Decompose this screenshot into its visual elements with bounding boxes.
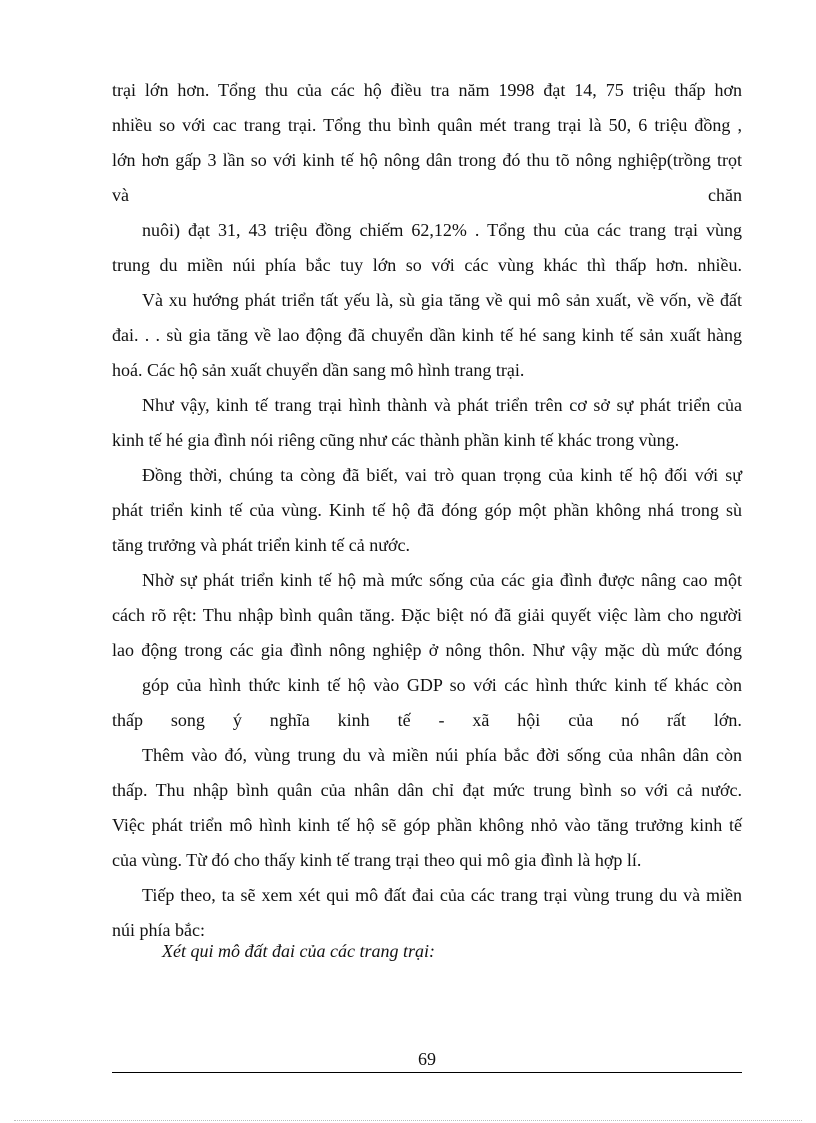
paragraph-first-line: Tiếp theo, ta sẽ xem xét qui mô đất đai của các trang trại vùng trung du và miền [142, 885, 742, 905]
page-number: 69 [418, 1049, 436, 1069]
text-line: kinh tế hé gia đình nói riêng cũng như các thành phần kinh tế khác trong vùng. [112, 430, 680, 450]
section-subheading: Xét qui mô đất đai của các trang trại: [162, 941, 435, 961]
text-line: tăng trưởng và phát triển kinh tế cả nước. [112, 535, 410, 555]
spread-word: lớn. [713, 710, 742, 730]
spread-word: của [568, 710, 594, 730]
spread-word: kinh [337, 710, 370, 730]
paragraph-first-line: Như vậy, kinh tế trang trại hình thành và phát triển trên cơ sở sự phát triển của [142, 395, 742, 415]
spread-word: thấp [112, 710, 143, 730]
spread-word: nó [621, 710, 640, 730]
text-line: trại lớn hơn. Tổng thu của các hộ điều tra năm 1998 đạt 14, 75 triệu thấp hơn [112, 80, 742, 100]
spread-word: rất [667, 710, 686, 730]
spread-word: hội [517, 710, 541, 730]
paragraph-first-line: Đồng thời, chúng ta còng đã biết, vai trò quan trọng của kinh tế hộ đối với sự [142, 465, 742, 485]
footer-rule [112, 1072, 742, 1073]
text-line: đai. . . sù gia tăng về lao động đã chuyển dần kinh tế hé sang kinh tế sản xuất hàng [112, 325, 742, 345]
page-edge-dotted-line [14, 1120, 802, 1121]
text-line: nuôi) đạt 31, 43 triệu đồng chiếm 62,12% . Tổng thu của các trang trại vùng [142, 220, 742, 240]
spread-word: nghĩa [269, 710, 310, 730]
spread-word: - [438, 710, 445, 730]
text-line: trung du miền núi phía bắc tuy lớn so với các vùng khác thì thấp hơn. nhiều. [112, 255, 742, 275]
text-line: hoá. Các hộ sản xuất chuyển dần sang mô hình trang trại. [112, 360, 525, 380]
spread-word: tế [397, 710, 411, 730]
text-line: của vùng. Từ đó cho thấy kinh tế trang trại theo qui mô gia đình là hợp lí. [112, 850, 642, 870]
text-line: cách rõ rệt: Thu nhập bình quân tăng. Đặc biệt nó đã giải quyết việc làm cho người [112, 605, 742, 625]
text-line: góp của hình thức kinh tế hộ vào GDP so với các hình thức kinh tế khác còn [142, 675, 742, 695]
text-line: lớn hơn gấp 3 lần so với kinh tế hộ nông dân trong đó thu tõ nông nghiệp(trồng trọt [112, 150, 742, 170]
text-line: Việc phát triển mô hình kinh tế hộ sẽ góp phần không nhỏ vào tăng trưởng kinh tế [112, 815, 742, 835]
text-line: phát triển kinh tế của vùng. Kinh tế hộ đã đóng góp một phần không nhá trong sù [112, 500, 742, 520]
split-right-word: chăn [708, 185, 742, 205]
spread-word: ý [232, 710, 242, 730]
text-line: nhiều so với cac trang trại. Tổng thu bình quân mét trang trại là 50, 6 triệu đồng , [112, 115, 742, 135]
split-line [112, 180, 742, 210]
text-line: núi phía bắc: [112, 920, 205, 940]
paragraph-first-line: Thêm vào đó, vùng trung du và miền núi phía bắc đời sống của nhân dân còn [142, 745, 742, 765]
paragraph-first-line: Nhờ sự phát triển kinh tế hộ mà mức sống của các gia đình được nâng cao một [142, 570, 742, 590]
text-line: lao động trong các gia đình nông nghiệp ở nông thôn. Như vậy mặc dù mức đóng [112, 640, 742, 660]
split-left-word: và [112, 185, 129, 205]
spread-word: song [170, 710, 205, 730]
text-line: thấp. Thu nhập bình quân của nhân dân chỉ đạt mức trung bình so với cả nước. [112, 780, 742, 800]
spread-word: xã [472, 710, 490, 730]
spread-line [112, 705, 742, 735]
paragraph-first-line: Và xu hướng phát triển tất yếu là, sù gia tăng về qui mô sản xuất, về vốn, về đất [142, 290, 742, 310]
